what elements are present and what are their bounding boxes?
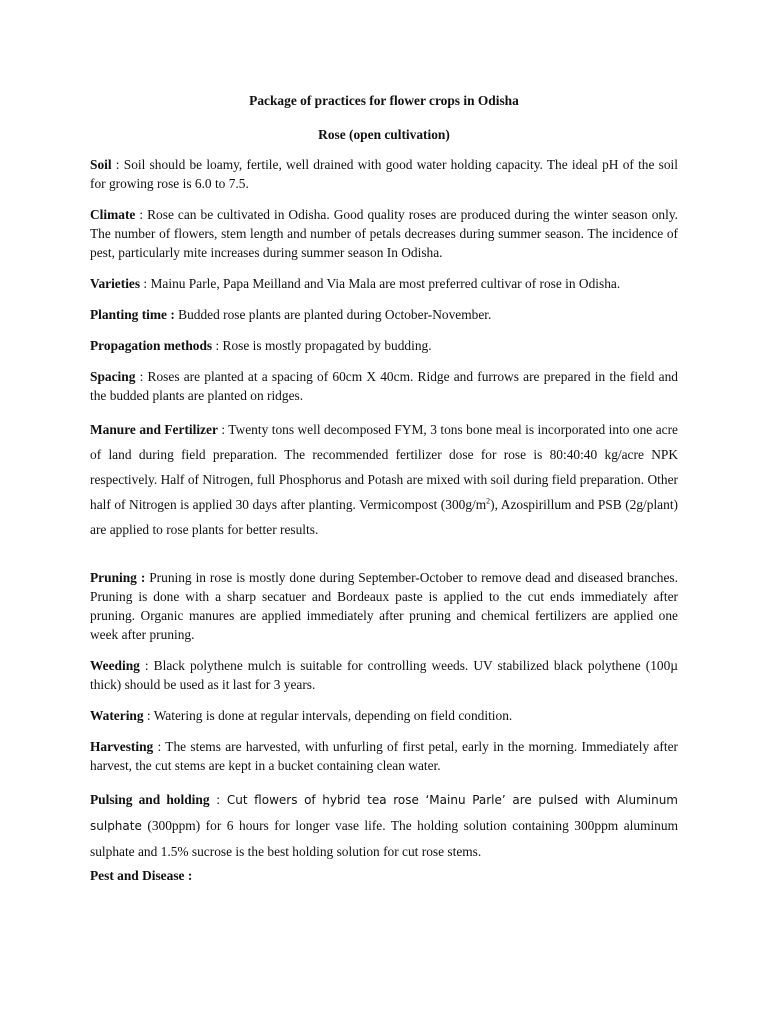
varieties-text: : Mainu Parle, Papa Meilland and Via Mala are most preferred cultivar of rose in Odisha. — [140, 276, 621, 291]
weeding-label: Weeding — [90, 658, 140, 673]
varieties-paragraph — [90, 274, 678, 293]
climate-text: : Rose can be cultivated in Odisha. Good quality roses are produced during the winter season only. The number of flowers, stem length and number of petals decreases during summer season. The incidence of pest, particularly mite increases during summer season In Odisha. — [90, 207, 678, 260]
pruning-text: Pruning in rose is mostly done during September-October to remove dead and diseased branches. Pruning is done with a sharp secatuer and Bordeaux paste is applied to the cut ends immediately after pruning. Organic manures are applied immediately after pruning and chemical fertilizers are applied one week after pruning. — [90, 570, 678, 642]
manure-label: Manure and Fertilizer — [90, 422, 218, 437]
planting-time-paragraph — [90, 305, 678, 324]
spacing-text: : Roses are planted at a spacing of 60cm X 40cm. Ridge and furrows are prepared in the field and the budded plants are planted on ridges. — [90, 369, 678, 403]
watering-text: : Watering is done at regular intervals, depending on field condition. — [143, 708, 513, 723]
weeding-paragraph — [90, 656, 678, 694]
pruning-label: Pruning : — [90, 570, 146, 585]
watering-paragraph — [90, 706, 678, 725]
propagation-label: Propagation methods — [90, 338, 213, 353]
climate-paragraph — [90, 205, 678, 262]
pulsing-text-alt: : Cut flowers of hybrid tea rose ‘Mainu Parle’ are pulsed with Aluminum sulphate — [90, 793, 678, 833]
climate-label: Climate — [90, 207, 136, 222]
watering-label: Watering — [90, 708, 144, 723]
soil-label: Soil — [90, 157, 112, 172]
document-page — [90, 92, 678, 897]
harvesting-label: Harvesting — [90, 739, 154, 754]
pruning-paragraph — [90, 568, 678, 644]
planting-time-text: Budded rose plants are planted during October-November. — [174, 307, 492, 322]
soil-text: : Soil should be loamy, fertile, well drained with good water holding capacity. The ideal pH of the soil for growing rose is 6.0 to 7.5. — [90, 157, 678, 191]
pulsing-text: (300ppm) for 6 hours for longer vase life. The holding solution containing 300ppm aluminum sulphate and 1.5% sucrose is the best holding solution for cut rose stems. — [90, 818, 678, 859]
harvesting-text: : The stems are harvested, with unfurling of first petal, early in the morning. Immediately after harvest, the cut stems are kept in a bucket containing clean water. — [90, 739, 678, 773]
pest-disease-heading — [90, 866, 678, 885]
propagation-paragraph — [90, 336, 678, 355]
document-title: Package of practices for flower crops in Odisha — [249, 93, 519, 108]
propagation-text: : Rose is mostly propagated by budding. — [212, 338, 432, 353]
soil-paragraph — [90, 155, 678, 193]
harvesting-paragraph — [90, 737, 678, 775]
manure-paragraph — [90, 417, 678, 542]
weeding-text: : Black polythene mulch is suitable for controlling weeds. UV stabilized black polythene (100µ thick) should be used as it last for 3 years. — [90, 658, 678, 692]
spacing-paragraph — [90, 367, 678, 405]
pest-disease-label: Pest and Disease : — [90, 868, 193, 883]
document-subtitle: Rose (open cultivation) — [318, 127, 450, 142]
varieties-label: Varieties — [90, 276, 141, 291]
pulsing-label: Pulsing and holding — [90, 792, 210, 807]
manure-text-a: : Twenty tons well decomposed FYM, 3 tons bone meal is incorporated into one acre of land during field preparation. The recommended fertilizer dose for rose is 80:40:40 kg/acre NPK respectively. Half of Nitrogen, full Phosphorus and Potash are mixed with soil during field preparation. Other half of Nitrogen is applied 30 days after planting. Vermicompost (300g/m — [90, 422, 678, 512]
spacing-label: Spacing — [90, 369, 136, 384]
planting-time-label: Planting time : — [90, 307, 175, 322]
manure-superscript: 2 — [486, 496, 491, 506]
pulsing-paragraph — [90, 787, 678, 864]
manure-text-b: ), Azospirillum and PSB (2g/plant) are applied to rose plants for better results. — [90, 497, 678, 537]
